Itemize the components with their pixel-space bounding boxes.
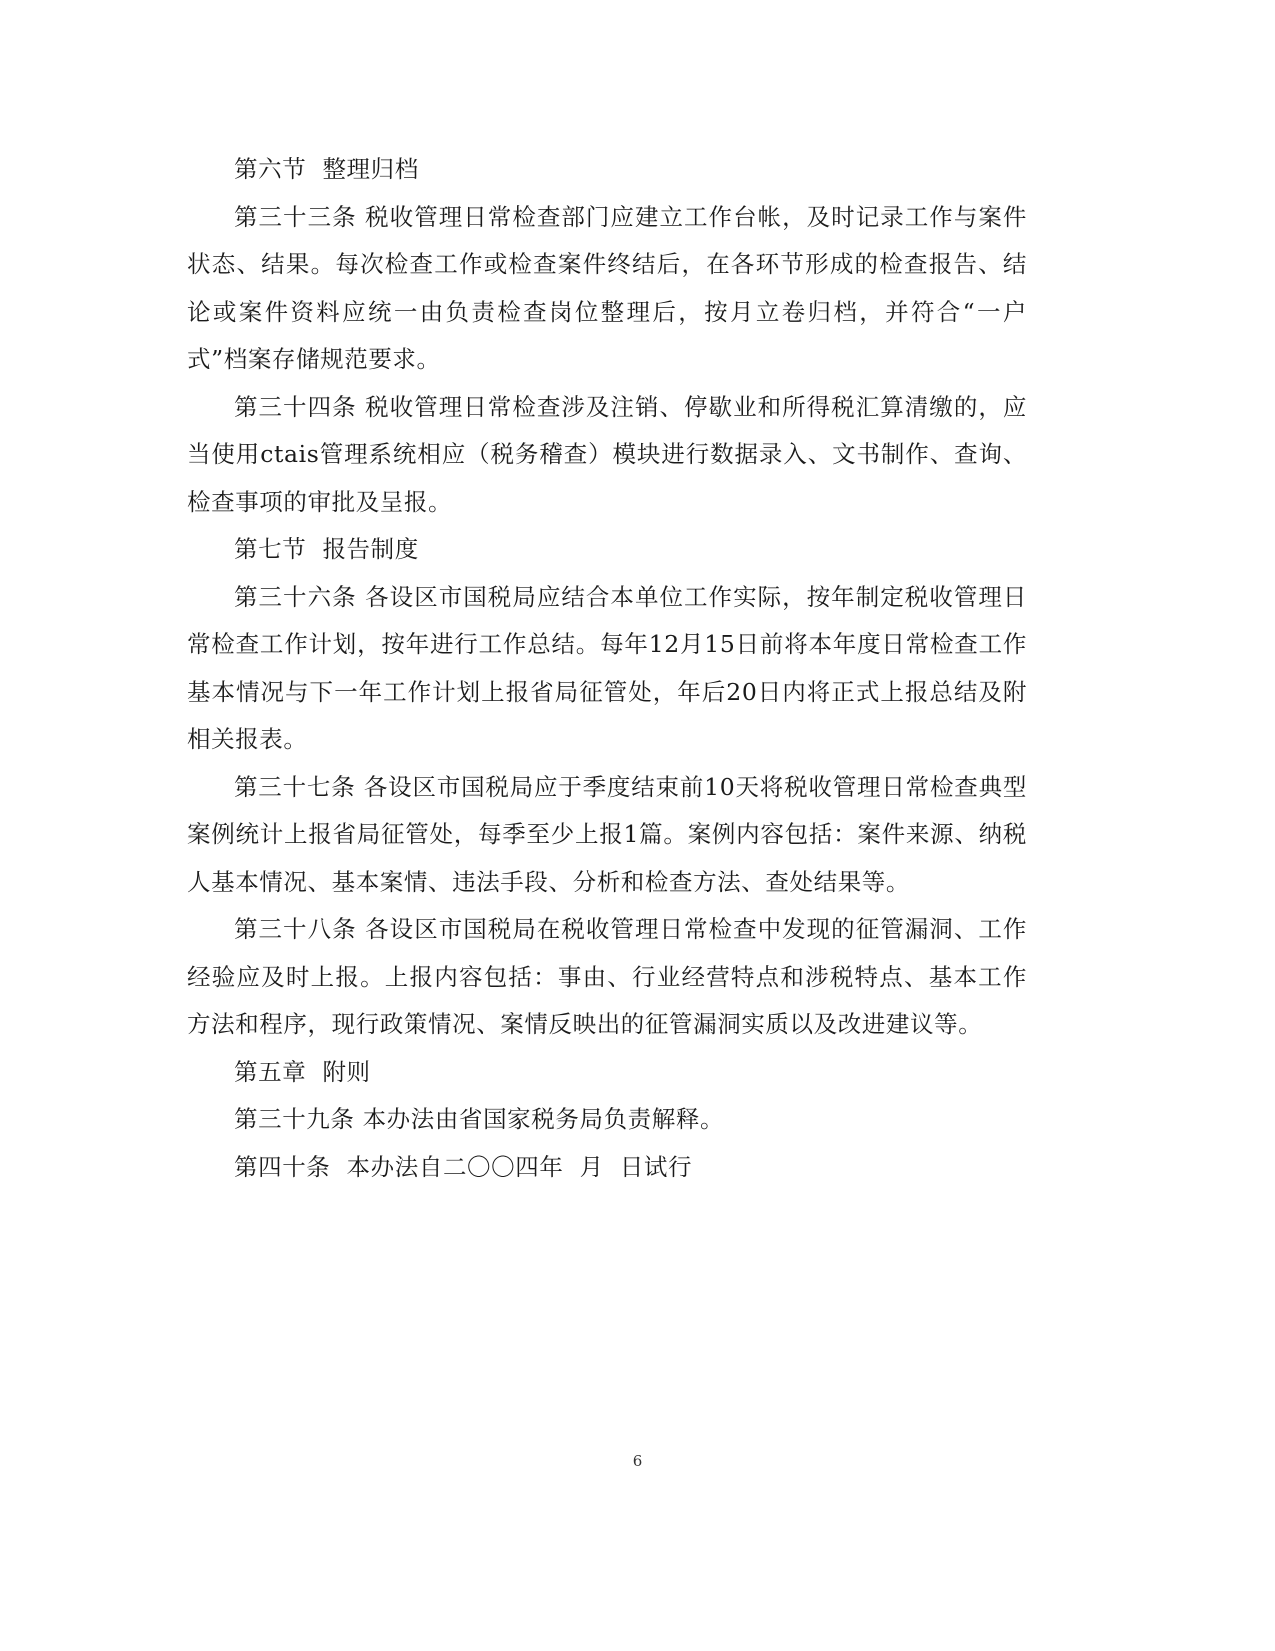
chapter-heading-5: 第五章 附则 bbox=[234, 1057, 371, 1086]
article-37: 第三十七条 各设区市国税局应于季度结束前10天将税收管理日常检查典型案例统计上报省局征管处，每季至少上报1篇。案例内容包括：案件来源、纳税人基本情况、基本案情、违法手段、分析和检查方法、查处结果等。 bbox=[187, 772, 1027, 896]
article-39: 第三十九条 本办法由省国家税务局负责解释。 bbox=[234, 1105, 725, 1133]
article-34: 第三十四条 税收管理日常检查涉及注销、停歇业和所得税汇算清缴的，应当使用ctais管理系统相应（税务稽查）模块进行数据录入、文书制作、查询、检查事项的审批及呈报。 bbox=[187, 392, 1027, 516]
section-heading-7: 第七节 报告制度 bbox=[234, 535, 419, 563]
document-body bbox=[187, 146, 1027, 1191]
article-36: 第三十六条 各设区市国税局应结合本单位工作实际，按年制定税收管理日常检查工作计划，按年进行工作总结。每年12月15日前将本年度日常检查工作基本情况与下一年工作计划上报省局征管处，年后20日内将正式上报总结及附相关报表。 bbox=[187, 582, 1027, 753]
article-33: 第三十三条 税收管理日常检查部门应建立工作台帐，及时记录工作与案件状态、结果。每次检查工作或检查案件终结后，在各环节形成的检查报告、结论或案件资料应统一由负责检查岗位整理后，按月立卷归档，并符合“一户式”档案存储规范要求。 bbox=[187, 202, 1027, 373]
article-40: 第四十条 本办法自二〇〇四年 月 日试行 bbox=[234, 1152, 693, 1181]
page-number: 6 bbox=[632, 1452, 643, 1470]
article-38: 第三十八条 各设区市国税局在税收管理日常检查中发现的征管漏洞、工作经验应及时上报。上报内容包括：事由、行业经营特点和涉税特点、基本工作方法和程序，现行政策情况、案情反映出的征管漏洞实质以及改进建议等。 bbox=[187, 915, 1027, 1038]
section-heading-6: 第六节 整理归档 bbox=[234, 155, 419, 183]
